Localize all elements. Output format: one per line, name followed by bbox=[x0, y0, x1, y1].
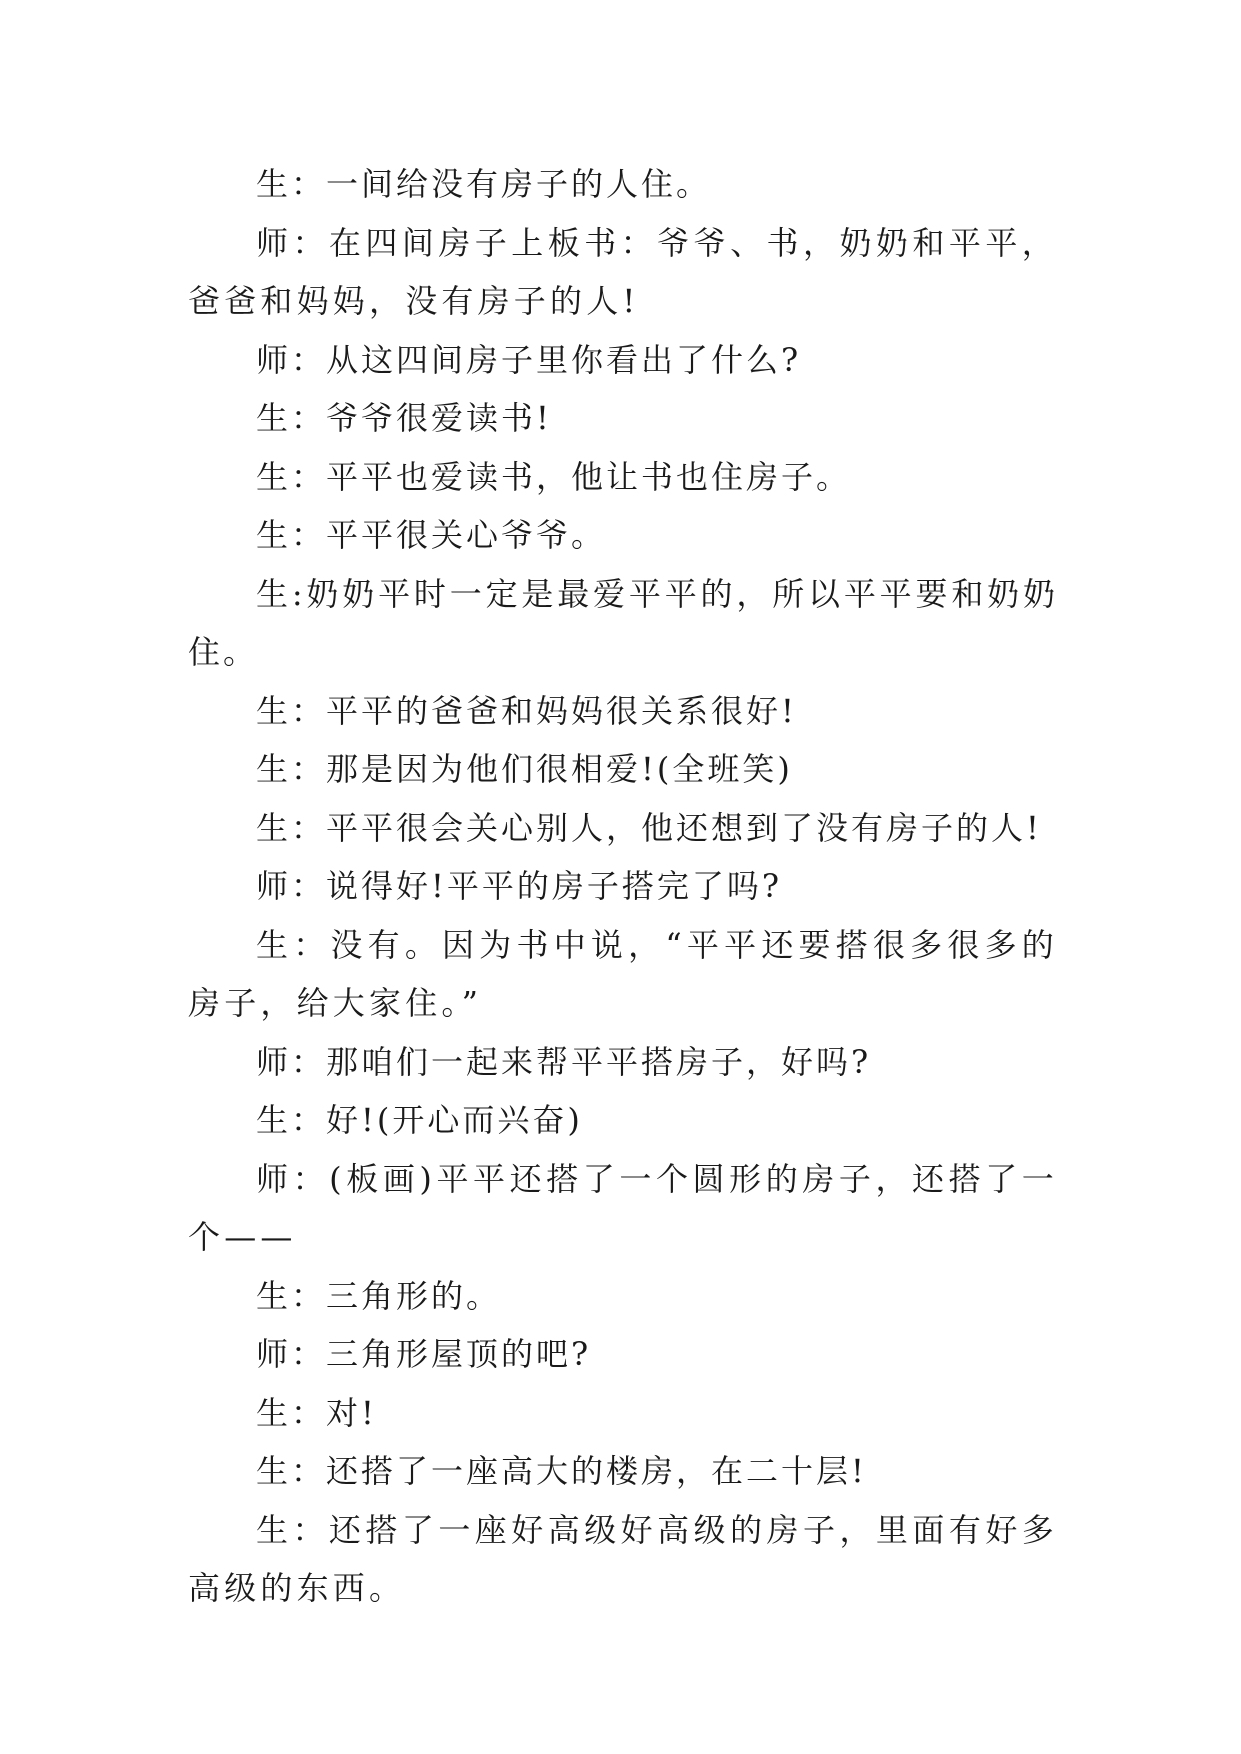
paragraph: 生：一间给没有房子的人住。 bbox=[256, 165, 712, 203]
paragraph: 生：平平很会关心别人，他还想到了没有房子的人! bbox=[256, 808, 1042, 847]
paragraph: 师：在四间房子上板书：爷爷、书，奶奶和平平，爸爸和妈妈，没有房子的人! bbox=[188, 223, 1058, 320]
paragraph: 师：那咱们一起来帮平平搭房子，好吗? bbox=[256, 1042, 872, 1081]
paragraph: 生：三角形的。 bbox=[256, 1276, 502, 1315]
paragraph: 师：从这四间房子里你看出了什么? bbox=[256, 340, 802, 379]
paragraph: 生：平平很关心爷爷。 bbox=[256, 516, 607, 554]
paragraph: 师：(板画)平平还搭了一个圆形的房子，还搭了一个—— bbox=[188, 1159, 1058, 1256]
paragraph: 生：还搭了一座好高级好高级的房子，里面有好多高级的东西。 bbox=[188, 1510, 1058, 1607]
paragraph: 生：那是因为他们很相爱!(全班笑) bbox=[256, 750, 793, 788]
paragraph: 生：爷爷很爱读书! bbox=[256, 399, 552, 437]
paragraph: 生：平平也爱读书，他让书也住房子。 bbox=[256, 457, 852, 496]
paragraph: 师：三角形屋顶的吧? bbox=[256, 1335, 592, 1373]
paragraph: 生：对! bbox=[256, 1393, 377, 1432]
paragraph: 生：没有。因为书中说，“平平还要搭很多很多的房子，给大家住。” bbox=[188, 925, 1058, 1022]
paragraph: 生:奶奶平时一定是最爱平平的，所以平平要和奶奶住。 bbox=[188, 574, 1058, 671]
paragraph: 生：平平的爸爸和妈妈很关系很好! bbox=[256, 691, 797, 730]
paragraph: 生：还搭了一座高大的楼房，在二十层! bbox=[256, 1452, 867, 1490]
paragraph: 生：好!(开心而兴奋) bbox=[256, 1101, 583, 1139]
document-body bbox=[188, 155, 1058, 1618]
paragraph: 师：说得好!平平的房子搭完了吗? bbox=[256, 867, 783, 905]
